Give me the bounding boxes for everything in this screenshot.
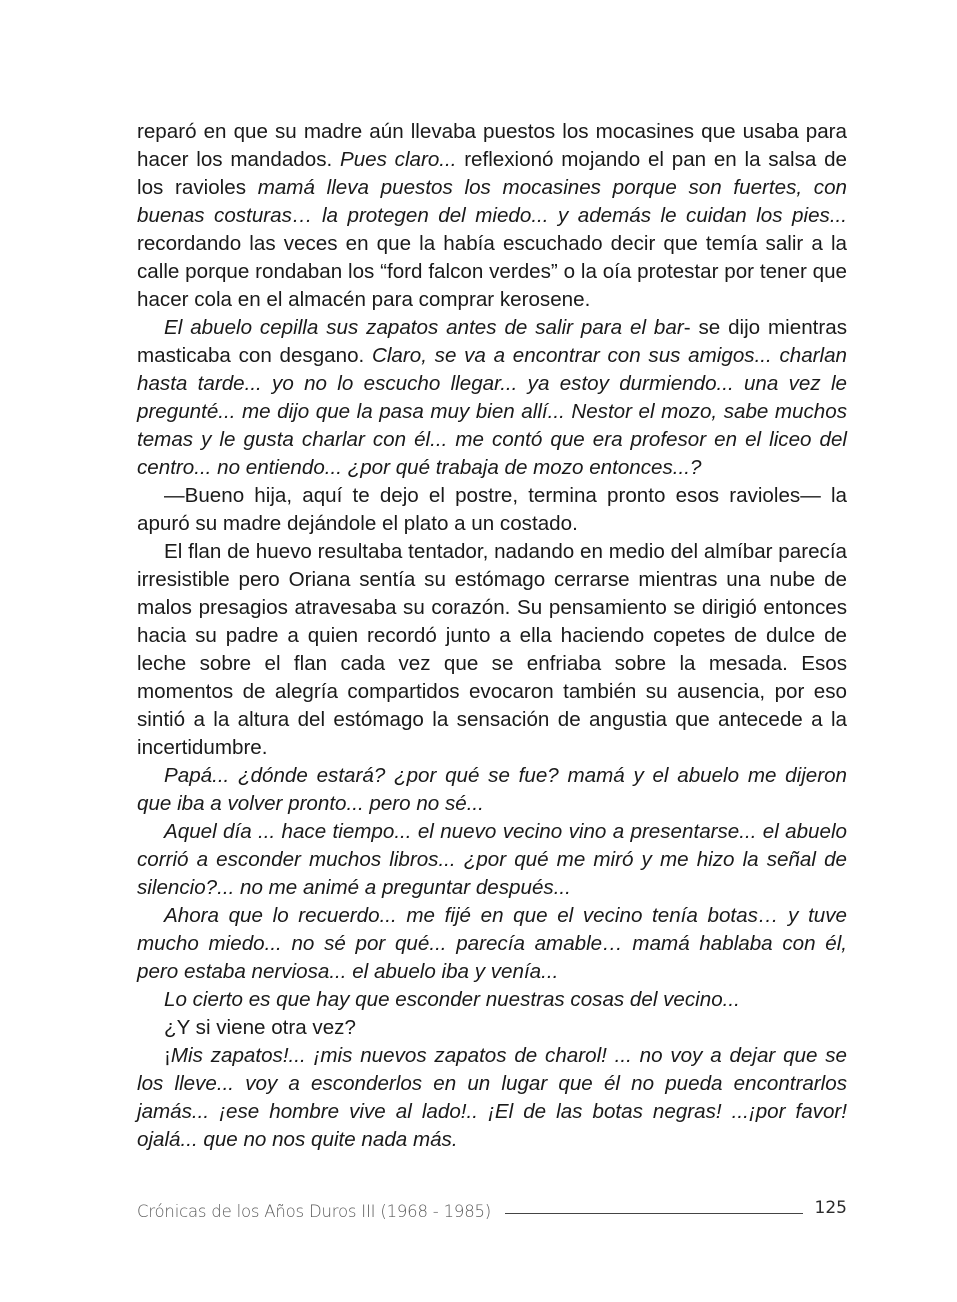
- italic-text-run: Papá... ¿dónde estará? ¿por qué se fue? mamá y el abuelo me dijeron que iba a volver pronto... pero no sé...: [137, 764, 847, 815]
- italic-text-run: Pues claro...: [339, 148, 457, 171]
- italic-text-run: Claro, se va a encontrar con sus amigos... charlan hasta tarde... yo no lo escucho llegar... ya estoy durmiendo... una vez le pregunté... me dijo que la pasa muy bien allí... Nestor el mozo, sabe muchos temas y le gusta charlar con él... me contó que era profesor en el liceo del centro... no entiendo... ¿por qué trabaja de mozo entonces...?: [137, 344, 848, 479]
- italic-text-run: Mis zapatos!... ¡mis nuevos zapatos de charol! ... no voy a dejar que se los lleve... voy a esconderlos en un lugar que él no pueda encontrarlos jamás... ¡ese hombre vive al lado!.. ¡El de las botas negras! ...¡por favor! ojalá... que no nos quite nada más.: [137, 1044, 847, 1151]
- text-run: ¿Y si viene otra vez?: [164, 1016, 356, 1039]
- text-run: reparó en que su madre aún llevaba puestos los mocasines que usaba para hacer los mandados.: [137, 120, 847, 171]
- page-footer: [137, 1196, 847, 1226]
- italic-text-run: Lo cierto es que hay que esconder nuestras cosas del vecino...: [164, 988, 740, 1011]
- italic-text-run: Ahora que lo recuerdo... me fijé en que el vecino tenía botas… y tuve mucho miedo... no sé por qué... parecía amable… mamá hablaba con él, pero estaba nerviosa... el abuelo iba y venía...: [137, 904, 847, 983]
- text-run: —Bueno hija, aquí te dejo el postre, termina pronto esos ravioles— la apuró su madre dejándole el plato a un costado.: [137, 484, 847, 535]
- italic-text-run: Aquel día ... hace tiempo... el nuevo vecino vino a presentarse... el abuelo corrió a esconder muchos libros... ¿por qué me miró y me hizo la señal de silencio?... no me animé a preguntar después...: [137, 820, 847, 899]
- paragraph: [137, 986, 847, 1014]
- paragraph: [137, 538, 847, 762]
- text-run: - se dijo mientras masticaba con desgano.: [137, 316, 847, 367]
- text-run: reflexionó mojando el pan en la salsa de los ravioles: [137, 148, 847, 199]
- text-run: recordando las veces en que la había escuchado decir que temía salir a la calle porque rondaban los “ford falcon verdes” o la oía protestar por tener que hacer cola en el almacén para comprar kerosene.: [137, 232, 847, 311]
- paragraph: [137, 314, 847, 482]
- paragraph: [137, 818, 847, 902]
- text-run: ¡: [164, 1044, 171, 1067]
- footer-divider-line: [505, 1213, 803, 1214]
- paragraph: [137, 118, 847, 314]
- text-run: El flan de huevo resultaba tentador, nadando en medio del almíbar parecía irresistible pero Oriana sentía su estómago cerrarse mientras una nube de malos presagios atravesaba su corazón. Su pensamiento se dirigió entonces hacia su padre a quien recordó junto a ella haciendo copetes de dulce de leche sobre el flan cada vez que se enfriaba sobre la mesada. Esos momentos de alegría compartidos evocaron también su ausencia, por eso sintió a la altura del estómago la sensación de angustia que antecede a la incertidumbre.: [137, 540, 847, 759]
- page-number: 125: [814, 1198, 847, 1218]
- paragraph: [137, 902, 847, 986]
- running-footer-title: Crónicas de los Años Duros III (1968 - 1985): [137, 1201, 492, 1221]
- paragraph: [137, 1014, 847, 1042]
- italic-text-run: El abuelo cepilla sus zapatos antes de salir para el bar: [164, 316, 684, 339]
- paragraph: [137, 762, 847, 818]
- paragraph: [137, 1042, 847, 1154]
- body-text: [137, 118, 847, 1154]
- paragraph: [137, 482, 847, 538]
- italic-text-run: mamá lleva puestos los mocasines porque son fuertes, con buenas costuras… la protegen del miedo... y además le cuidan los pies...: [137, 176, 847, 227]
